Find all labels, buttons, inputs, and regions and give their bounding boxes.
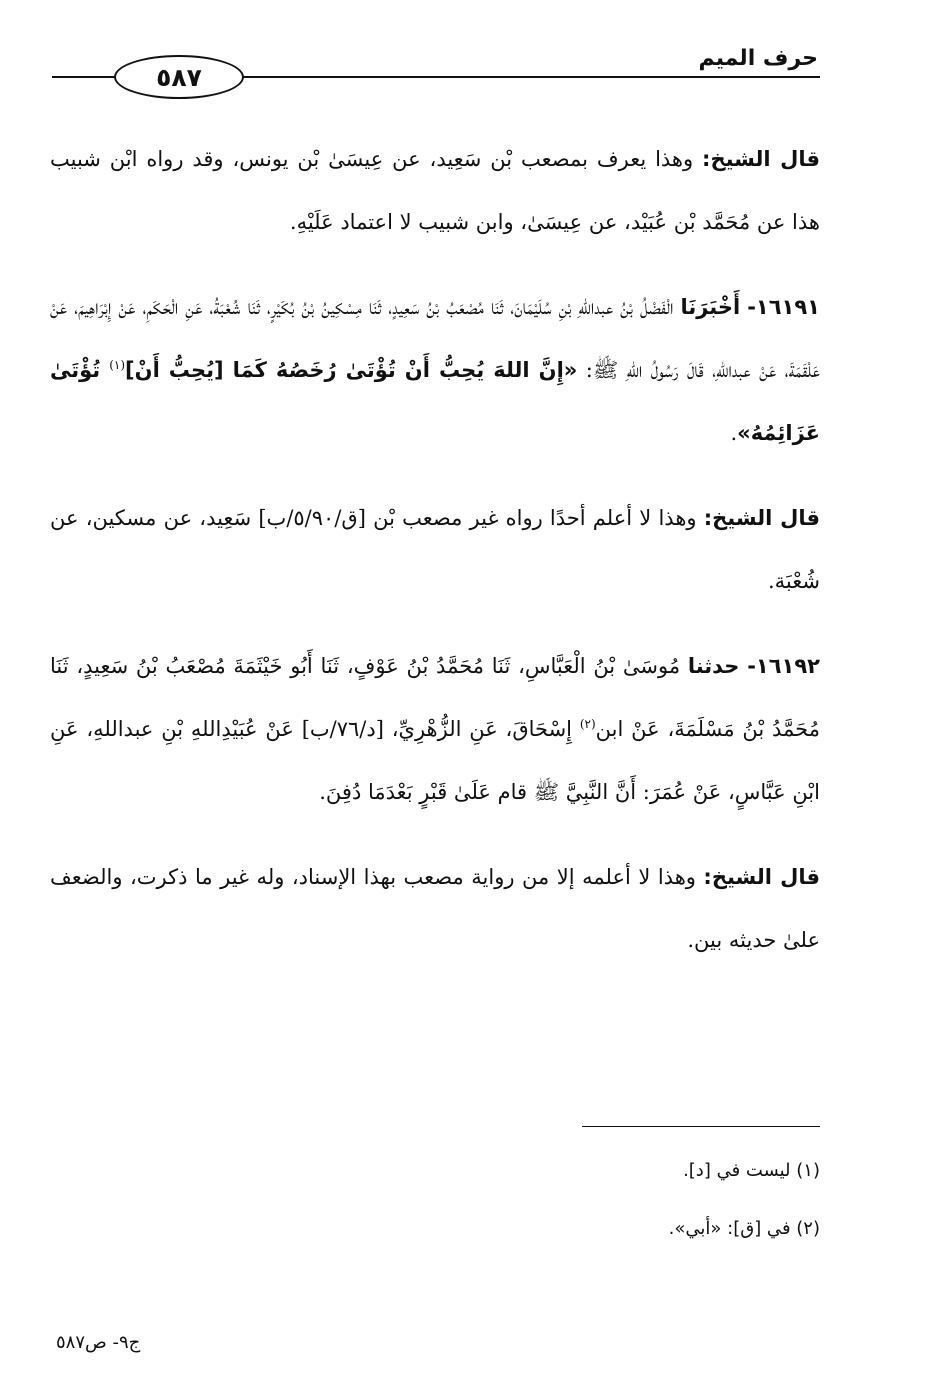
volume-page-marker: ج٩- ص٥٨٧ xyxy=(56,1332,141,1353)
narration-verb: أَخْبَرَنَا xyxy=(680,295,741,319)
commentary-label: قال الشيخ: xyxy=(702,147,820,171)
footnote-marker-1: (١) xyxy=(109,358,126,372)
commentary-label: قال الشيخ: xyxy=(703,865,820,889)
footnote-marker-2: (٢) xyxy=(579,717,596,731)
page-header xyxy=(52,40,820,100)
commentary-text: وهذا لا أعلمه إلا من رواية مصعب بهذا الإسناد، وله غير ما ذكرت، والضعف علىٰ حديثه بين. xyxy=(50,865,820,952)
isnad-chain-a: مُوسَىٰ بْنُ الْعَبَّاسِ، ثَنَا مُحَمَّدُ بْنُ عَوْفٍ، ثَنَا أَبُو خَيْثَمَةَ مُصْعَبُ بْنُ سَعِيدٍ، ثَنَا مُحَمَّدُ بْنُ مَسْلَمَةَ، عَنْ ابن xyxy=(50,654,820,741)
footnote-rule xyxy=(582,1126,820,1127)
commentary-paragraph-1 xyxy=(50,128,820,254)
hadith-16191 xyxy=(50,276,820,465)
hadith-16192 xyxy=(50,635,820,824)
commentary-text: وهذا لا أعلم أحدًا رواه غير مصعب بْن [ق/٥/٩٠/ب] سَعِيد، عن مسكين، عن شُعْبَة. xyxy=(50,506,820,593)
footnote-2: (٢) في [ق]: «أبي». xyxy=(668,1218,820,1239)
hadith-number: ١٦١٩٢- xyxy=(747,654,820,678)
hadith-number: ١٦١٩١- xyxy=(747,295,820,319)
footnote-1: (١) ليست في [د]. xyxy=(683,1160,820,1181)
isnad-chain: الْفَضْلُ بْنُ عبداللهِ بْنِ سُلَيْمَانَ، ثَنَا مُصْعَبُ بْنُ سَعِيدٍ، ثَنَا مِسْكِينُ بْنُ بُكَيْرٍ، ثَنَا شُعْبَةُ، عَنِ الْحَكَمِ، عَنْ إِبْرَاهِيمَ، عَنْ عَلْقَمَةَ، عَنْ عبداللهِ، قَالَ رَسُولُ اللهِ ﷺ: xyxy=(50,295,820,382)
hadith-text-end: تُؤْتَىٰ عَزَائِمُهُ» xyxy=(50,358,820,445)
page-number: ٥٨٧ xyxy=(114,55,244,99)
running-title: حرف الميم xyxy=(698,46,818,71)
commentary-paragraph-3 xyxy=(50,846,820,972)
isnad-chain-b: إِسْحَاقَ، عَنِ الزُّهْرِيِّ، [د/٧٦/ب] عَنْ عُبَيْدِاللهِ بْنِ عبداللهِ، عَنِ ابْنِ عَبَّاسٍ، عَنْ عُمَرَ: أَنَّ النَّبِيَّ ﷺ قام عَلَىٰ قَبْرٍ بَعْدَمَا دُفِنَ. xyxy=(50,717,820,804)
commentary-label: قال الشيخ: xyxy=(703,506,820,530)
hadith-text-start: «إِنَّ اللهَ يُحِبُّ أَنْ تُؤْتَىٰ رُخَصُهُ كَمَا [يُحِبُّ أَنْ] xyxy=(125,358,578,382)
hadith-tail: . xyxy=(730,421,738,445)
commentary-paragraph-2 xyxy=(50,487,820,613)
main-text xyxy=(50,128,820,972)
footnotes xyxy=(420,1142,820,1258)
commentary-text: وهذا يعرف بمصعب بْن سَعِيد، عن عِيسَىٰ بْن يونس، وقد رواه ابْن شبيب هذا عن مُحَمَّد بْن عُبَيْد، عن عِيسَىٰ، وابن شبيب لا اعتماد عَلَيْهِ. xyxy=(50,147,820,234)
narration-verb: حدثنا xyxy=(687,654,740,678)
